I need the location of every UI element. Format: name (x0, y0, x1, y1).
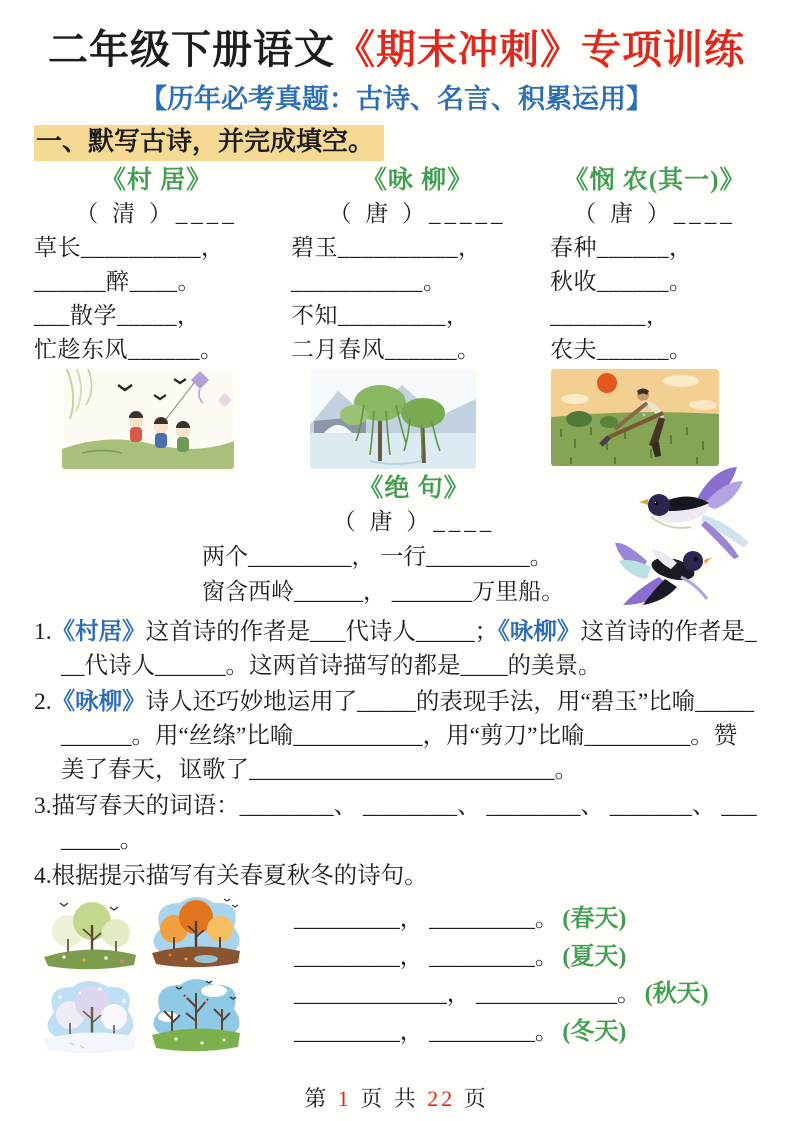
poem-jueju-line: 窗含西岭______， _______万里船。 (202, 579, 565, 604)
page-footer (0, 1082, 793, 1113)
title-red-suffix-part: 专项训练 (581, 27, 745, 72)
poem-yongliu-line: 不知_________， (291, 303, 470, 328)
poem-jueju (34, 473, 759, 613)
poem-yongliu-author: （ 唐 ）_____ (328, 201, 507, 226)
poem-cunju-title: 《村 居》 (100, 167, 213, 194)
poem-yongliu-line: 二月春风______。 (291, 337, 481, 362)
four-seasons-trees-illustration (34, 895, 252, 1055)
illustration-row (34, 367, 759, 471)
q2-book-yongliu: 《咏柳》 (51, 689, 146, 715)
season-row-summer (294, 939, 759, 977)
question-2 (34, 685, 759, 787)
q2-text: 诗人还巧妙地运用了_____的表现手法，用“碧玉”比喻___________。用“丝绦”比喻___________，用“剪刀”比喻_________。赞美了春天，讴歌了__________________________。 (61, 689, 754, 783)
footer-suffix: 页 (463, 1086, 489, 1111)
early-spring-bare-trees-icon (146, 977, 246, 1055)
q1-book-cunju: 《村居》 (51, 619, 146, 645)
subtitle: 【历年必考真题：古诗、名言、积累运用】 (140, 84, 653, 114)
footer-prefix: 第 (304, 1086, 330, 1111)
poem-minnong-title: 《悯 农(其一)》 (563, 167, 746, 194)
footer-page-number: 1 (337, 1086, 352, 1111)
poem-row (34, 165, 759, 367)
poem-minnong (544, 165, 759, 367)
summer-blanks: _________， _________。 (294, 943, 559, 970)
title-red-book-part: 《期末冲刺》 (335, 27, 581, 72)
q2-number: 2. (34, 689, 52, 715)
season-row-autumn (294, 976, 759, 1014)
poem-jueju-title: 《绝 句》 (358, 475, 470, 502)
season-answer-lines (252, 895, 759, 1055)
page-title (34, 26, 759, 74)
poem-cunju (34, 165, 279, 367)
summer-label: (夏天) (562, 943, 627, 970)
question-4-content (34, 895, 759, 1055)
footer-middle: 页 共 (360, 1086, 419, 1111)
q1-text-a: 这首诗的作者是___代诗人_____； (145, 619, 499, 645)
children-flying-kites-illustration (62, 369, 234, 469)
spring-trees-icon (40, 895, 140, 973)
question-1 (34, 615, 759, 683)
section-1-header-row (34, 125, 759, 161)
spring-blanks: _________， _________。 (294, 906, 559, 932)
poem-minnong-line: 春种______， (550, 235, 693, 260)
spring-label: (春天) (562, 906, 627, 932)
question-3: 3.描写春天的词语：________、 ________、 ________、 _______、 ________。 (34, 793, 757, 853)
poem-cunju-author: （ 清 ）____ (75, 201, 238, 226)
poem-jueju-line: 两个_________， 一行_________。 (202, 544, 553, 569)
swallow-birds-illustration (607, 465, 765, 607)
autumn-trees-icon (146, 895, 246, 973)
poem-yongliu-title: 《咏 柳》 (361, 167, 474, 194)
footer-total-pages: 22 (427, 1086, 456, 1111)
winter-trees-icon (40, 977, 140, 1055)
poem-cunju-line: ______醉____。 (34, 269, 201, 294)
poem-yongliu-line: 碧玉__________， (291, 235, 482, 260)
autumn-label: (秋天) (644, 981, 709, 1007)
question-4: 4.根据提示描写有关春夏秋冬的诗句。 (34, 863, 428, 889)
farmer-plowing-illustration (551, 369, 719, 466)
willow-lake-illustration (310, 369, 476, 469)
poem-yongliu-line: ___________。 (291, 269, 447, 294)
poem-minnong-line: ________， (550, 303, 670, 328)
poem-jueju-author: （ 唐 ）____ (332, 509, 496, 534)
poem-minnong-author: （ 唐 ）____ (573, 201, 736, 226)
poem-cunju-line: ___散学_____， (34, 303, 201, 328)
autumn-blanks: _____________， ____________。 (294, 981, 641, 1007)
poem-cunju-line: 忙趁东风______。 (34, 337, 224, 362)
season-row-spring (294, 901, 759, 939)
poem-yongliu (279, 165, 544, 367)
poem-cunju-line: 草长__________， (34, 235, 225, 260)
winter-blanks: _________， _________。 (294, 1018, 559, 1045)
title-black-part: 二年级下册语文 (48, 27, 335, 72)
season-row-winter (294, 1014, 759, 1052)
q1-number: 1. (34, 619, 52, 645)
section-1-header: 一、默写古诗，并完成填空。 (34, 125, 384, 161)
q1-text-b: 这首诗的作者是___代诗人______。这两首诗描写的都是____的美景。 (61, 619, 757, 679)
q1-book-yongliu: 《咏柳》 (498, 619, 581, 645)
winter-label: (冬天) (562, 1018, 627, 1045)
poem-minnong-line: 农夫______。 (550, 337, 693, 362)
poem-minnong-line: 秋收______。 (550, 269, 693, 294)
